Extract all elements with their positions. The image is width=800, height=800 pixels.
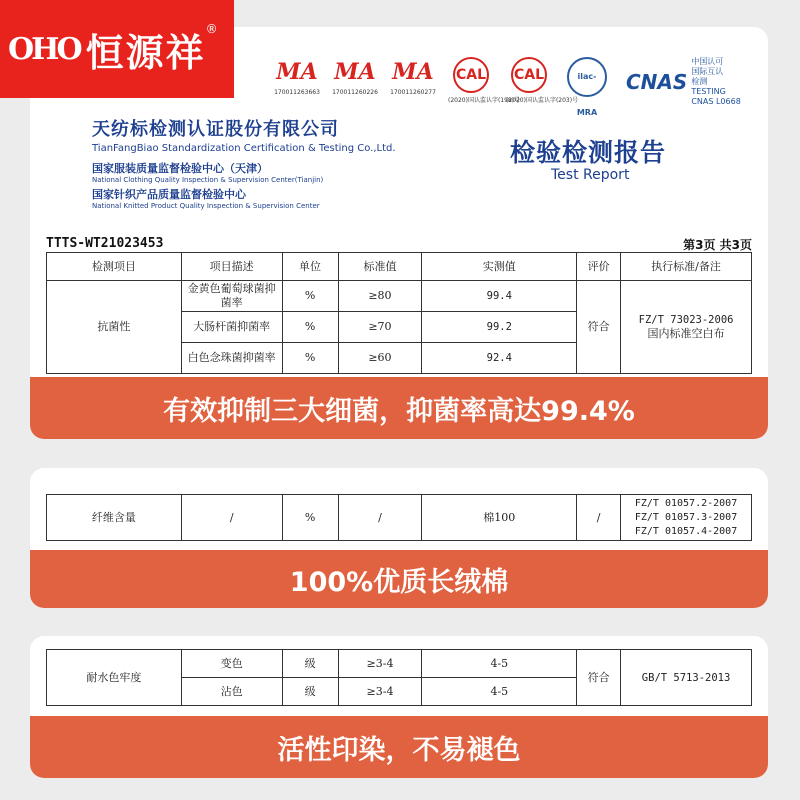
org-name-en: TianFangBiao Standardization Certification & Testing Co.,Ltd. bbox=[92, 143, 396, 154]
cma-mark-2: MA 170011260226 bbox=[332, 59, 378, 96]
cal-mark-1: CAL (2020)国认监认字(198)号 bbox=[448, 57, 494, 104]
cma-mark-1: MA 170011263663 bbox=[274, 59, 320, 96]
ilac-icon: ilac-MRA bbox=[567, 57, 607, 97]
table-header: 执行标准/备注 bbox=[621, 253, 752, 281]
evaluation: 符合 bbox=[577, 281, 621, 374]
cal-icon: CAL bbox=[511, 57, 547, 93]
colorfastness-table bbox=[46, 649, 752, 706]
cma-mark-3: MA 170011260277 bbox=[390, 59, 436, 96]
item-desc: 变色 bbox=[181, 650, 282, 678]
measured-value: 99.4 bbox=[422, 281, 577, 312]
table-row bbox=[47, 650, 752, 678]
registered-mark: ® bbox=[205, 22, 218, 36]
standard-list: FZ/T 01057.2-2007 FZ/T 01057.3-2007 FZ/T 01057.4-2007 bbox=[621, 495, 752, 541]
standard-value: ≥3-4 bbox=[338, 650, 422, 678]
fiber-table bbox=[46, 494, 752, 541]
standard-note bbox=[621, 281, 752, 374]
banner-antibacterial: 有效抑制三大细菌，抑菌率高达99.4% bbox=[30, 377, 768, 439]
standard-code: FZ/T 73023-2006 bbox=[638, 314, 734, 326]
brand-name: 恒源祥 bbox=[85, 30, 206, 75]
item-desc: 白色念珠菌抑菌率 bbox=[181, 343, 282, 374]
org-sub2: 国家针织产品质量监督检验中心 bbox=[92, 188, 246, 201]
unit: 级 bbox=[282, 678, 338, 706]
table-row bbox=[47, 281, 752, 312]
measured-value: 92.4 bbox=[422, 343, 577, 374]
report-number: TTTS-WT21023453 bbox=[46, 236, 164, 251]
test-item: 耐水色牢度 bbox=[47, 650, 182, 706]
org-sub2-en: National Knitted Product Quality Inspection & Supervision Center bbox=[92, 202, 320, 210]
table-header-row bbox=[47, 253, 752, 281]
item-desc: / bbox=[181, 495, 282, 541]
test-item: 纤维含量 bbox=[47, 495, 182, 541]
table-header: 项目描述 bbox=[181, 253, 282, 281]
report-title-en: Test Report bbox=[551, 167, 630, 183]
unit: % bbox=[282, 312, 338, 343]
table-header: 实测值 bbox=[422, 253, 577, 281]
standard-value: / bbox=[338, 495, 422, 541]
item-desc: 大肠杆菌抑菌率 bbox=[181, 312, 282, 343]
report-panel-fiber bbox=[30, 468, 768, 608]
standard-value: ≥3-4 bbox=[338, 678, 422, 706]
org-sub1-en: National Clothing Quality Inspection & Supervision Center(Tianjin) bbox=[92, 176, 324, 184]
cal-mark-2: CAL (2020)国认监认字(203)号 bbox=[506, 57, 552, 104]
banner-cotton: 100%优质长绒棉 bbox=[30, 550, 768, 608]
cma-icon: MA bbox=[276, 59, 318, 85]
test-item: 抗菌性 bbox=[47, 281, 182, 374]
standard-code: GB/T 5713-2013 bbox=[621, 650, 752, 706]
table-header: 单位 bbox=[282, 253, 338, 281]
org-name: 天纺标检测认证股份有限公司 bbox=[92, 119, 339, 140]
measured-value: 4-5 bbox=[422, 650, 577, 678]
banner-dyeing: 活性印染，不易褪色 bbox=[30, 716, 768, 778]
antibacterial-table bbox=[46, 252, 752, 374]
item-desc: 金黄色葡萄球菌抑菌率 bbox=[181, 281, 282, 312]
ilac-mark bbox=[564, 57, 610, 117]
cnas-icon: CNAS bbox=[626, 70, 688, 94]
cnas-mark: CNAS 中国认可 国际互认 检测 TESTING CNAS L0668 bbox=[626, 57, 741, 106]
cma-icon: MA bbox=[392, 59, 434, 85]
brand-mark: OHO bbox=[8, 31, 80, 67]
unit: 级 bbox=[282, 650, 338, 678]
item-desc: 沾色 bbox=[181, 678, 282, 706]
cal-icon: CAL bbox=[453, 57, 489, 93]
measured-value: 棉100 bbox=[422, 495, 577, 541]
table-header: 标准值 bbox=[338, 253, 422, 281]
cert-logos bbox=[274, 57, 741, 117]
report-title: 检验检测报告 bbox=[510, 138, 667, 167]
table-row bbox=[47, 495, 752, 541]
standard-value: ≥60 bbox=[338, 343, 422, 374]
table-header: 检测项目 bbox=[47, 253, 182, 281]
note: 国内标准空白布 bbox=[647, 327, 725, 340]
unit: % bbox=[282, 495, 338, 541]
brand-logo bbox=[0, 0, 234, 98]
table-header: 评价 bbox=[577, 253, 621, 281]
evaluation: 符合 bbox=[577, 650, 621, 706]
org-sub1: 国家服装质量监督检验中心（天津） bbox=[92, 162, 268, 175]
cma-icon: MA bbox=[334, 59, 376, 85]
measured-value: 99.2 bbox=[422, 312, 577, 343]
report-panel-colorfastness bbox=[30, 636, 768, 778]
evaluation: / bbox=[577, 495, 621, 541]
unit: % bbox=[282, 281, 338, 312]
org-info bbox=[92, 115, 396, 210]
standard-value: ≥80 bbox=[338, 281, 422, 312]
measured-value: 4-5 bbox=[422, 678, 577, 706]
page-indicator: 第3页 共3页 bbox=[683, 238, 752, 252]
unit: % bbox=[282, 343, 338, 374]
standard-value: ≥70 bbox=[338, 312, 422, 343]
